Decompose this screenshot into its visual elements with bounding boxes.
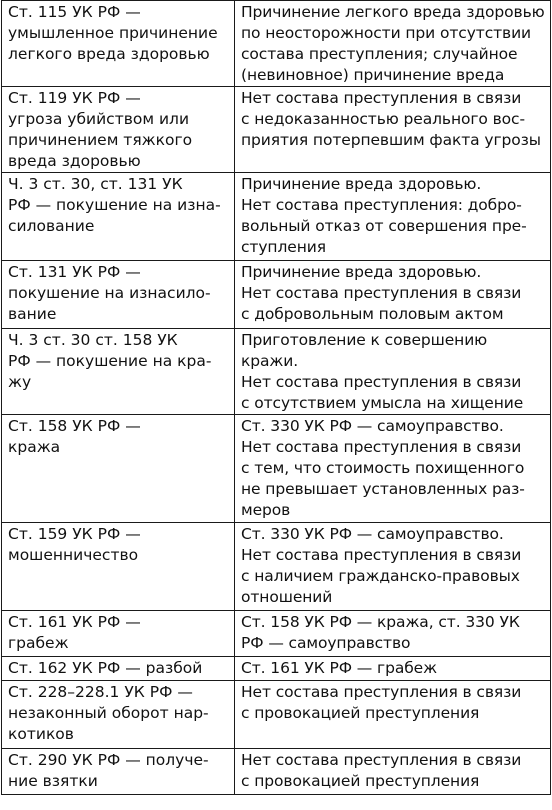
table-row bbox=[2, 611, 551, 657]
article-cell: Ст. 159 УК РФ — мошенничество bbox=[2, 523, 235, 611]
table-row bbox=[2, 657, 551, 681]
article-cell: Ст. 162 УК РФ — разбой bbox=[2, 657, 235, 681]
article-cell: Ч. 3 ст. 30 ст. 158 УК РФ — покушение на кра- жу bbox=[2, 329, 235, 415]
alternative-qualification-cell: Нет состава преступления в связи с провокацией преступления bbox=[235, 749, 551, 795]
article-cell: Ст. 158 УК РФ — кража bbox=[2, 415, 235, 523]
table-row bbox=[2, 523, 551, 611]
alternative-qualification-cell: Ст. 161 УК РФ — грабеж bbox=[235, 657, 551, 681]
table-row bbox=[2, 749, 551, 795]
alternative-qualification-cell: Ст. 330 УК РФ — самоуправство. Нет состава преступления в связи с наличием гражданско-правовых отношений bbox=[235, 523, 551, 611]
article-cell: Ст. 115 УК РФ — умышленное причинение легкого вреда здоровью bbox=[2, 1, 235, 87]
article-cell: Ст. 161 УК РФ — грабеж bbox=[2, 611, 235, 657]
alternative-qualification-cell: Причинение вреда здоровью. Нет состава преступления в связи с добровольным половым актом bbox=[235, 261, 551, 329]
alternative-qualification-cell: Нет состава преступления в связи с недоказанностью реального вос- приятия потерпевшим факта угрозы bbox=[235, 87, 551, 173]
alternative-qualification-cell: Причинение вреда здоровью. Нет состава преступления: добро- вольный отказ от совершения пре- ступления bbox=[235, 173, 551, 261]
table-row bbox=[2, 261, 551, 329]
table-row bbox=[2, 87, 551, 173]
table-row bbox=[2, 681, 551, 749]
table-row bbox=[2, 173, 551, 261]
alternative-qualification-cell: Ст. 158 УК РФ — кража, ст. 330 УК РФ — самоуправство bbox=[235, 611, 551, 657]
article-cell: Ст. 131 УК РФ — покушение на изнасило- вание bbox=[2, 261, 235, 329]
alternative-qualification-cell: Нет состава преступления в связи с провокацией преступления bbox=[235, 681, 551, 749]
alternative-qualification-cell: Причинение легкого вреда здоровью по неосторожности при отсутствии состава преступления; случайное (невиновное) причинение вреда bbox=[235, 1, 551, 87]
alternative-qualification-cell: Ст. 330 УК РФ — самоуправство. Нет состава преступления в связи с тем, что стоимость похищенного не превышает установленных раз- меров bbox=[235, 415, 551, 523]
table-row bbox=[2, 329, 551, 415]
article-cell: Ч. 3 ст. 30, ст. 131 УК РФ — покушение на изна- силование bbox=[2, 173, 235, 261]
qualification-table bbox=[1, 0, 551, 795]
alternative-qualification-cell: Приготовление к совершению кражи. Нет состава преступления в связи с отсутствием умысла на хищение bbox=[235, 329, 551, 415]
table-row bbox=[2, 1, 551, 87]
article-cell: Ст. 290 УК РФ — получе- ние взятки bbox=[2, 749, 235, 795]
article-cell: Ст. 119 УК РФ — угроза убийством или причинением тяжкого вреда здоровью bbox=[2, 87, 235, 173]
article-cell: Ст. 228–228.1 УК РФ — незаконный оборот нар- котиков bbox=[2, 681, 235, 749]
table-row bbox=[2, 415, 551, 523]
